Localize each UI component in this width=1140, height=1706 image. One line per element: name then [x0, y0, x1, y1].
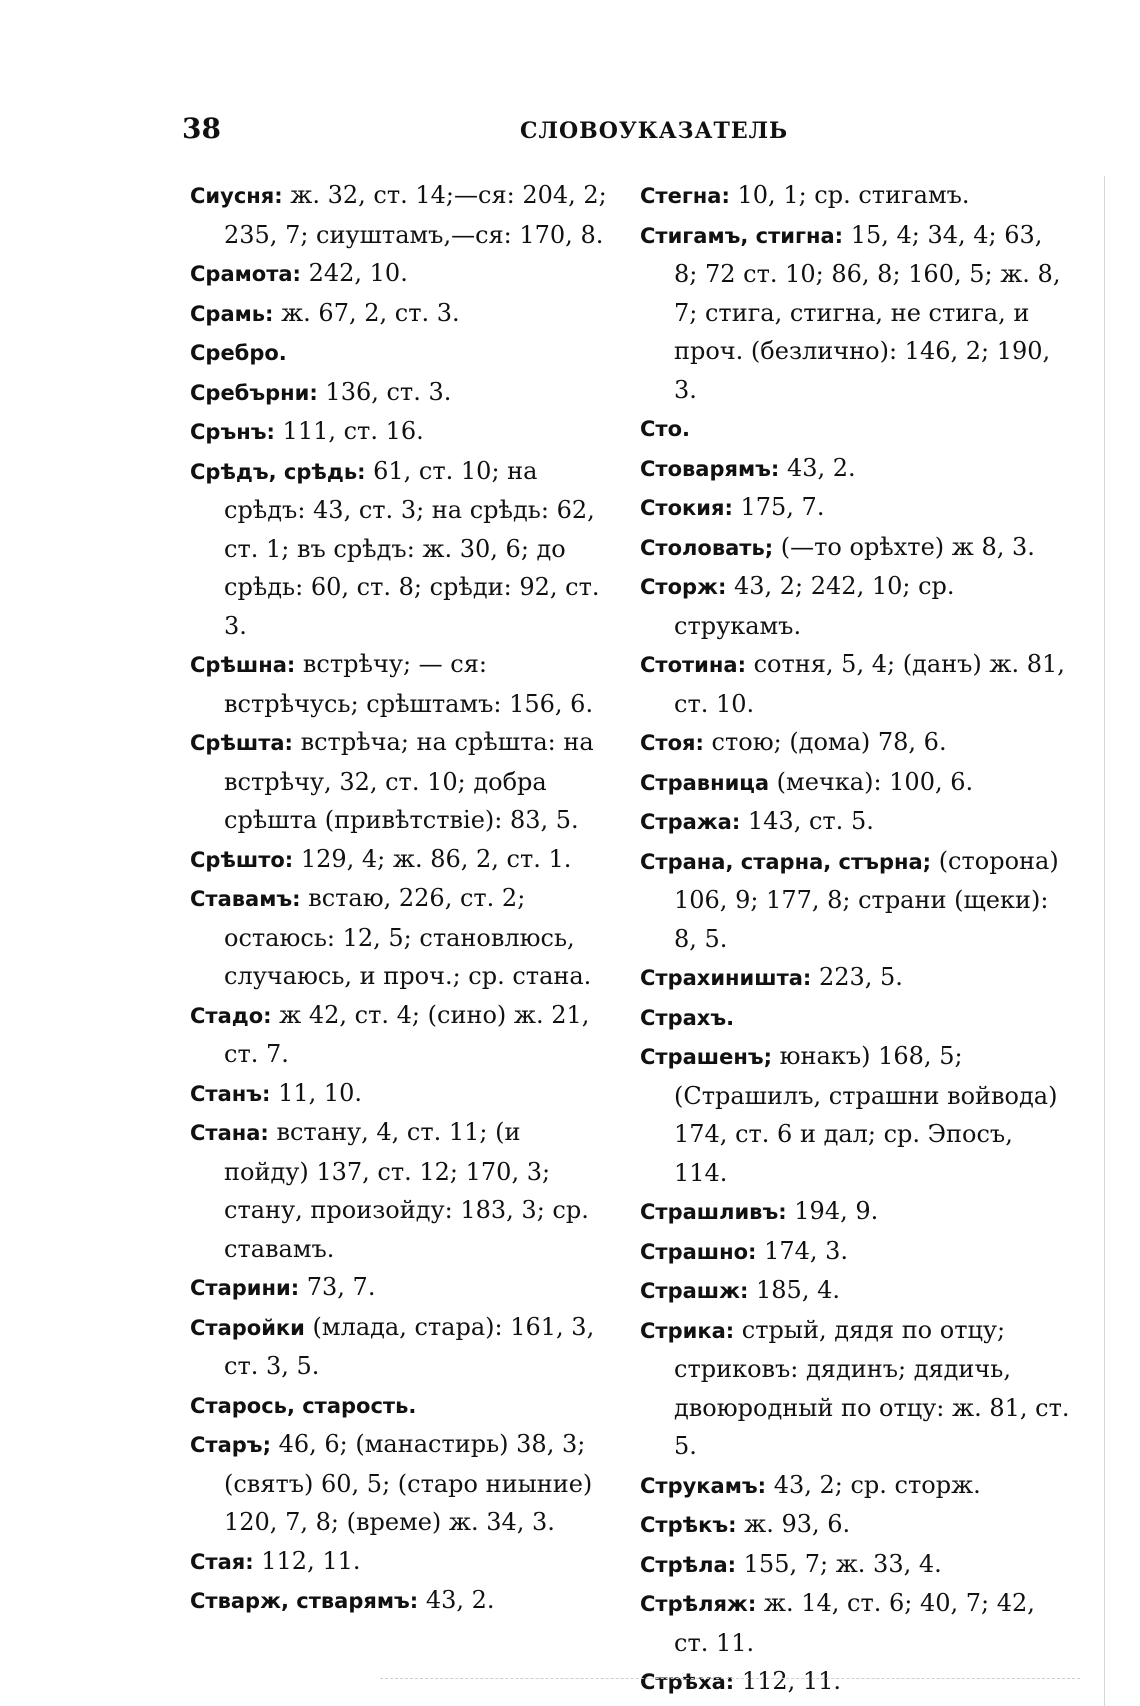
index-entry: [190, 333, 610, 373]
index-entry: [190, 1113, 610, 1268]
index-entry: [190, 294, 610, 334]
entry-headword: Стрѣляж:: [640, 1592, 757, 1616]
index-entry: [640, 176, 1070, 216]
entry-headword: Стража:: [640, 810, 741, 834]
index-entry: [190, 1386, 610, 1426]
index-entry: [640, 958, 1070, 998]
entry-headword: Стая:: [190, 1549, 254, 1574]
entry-references: встрѣчу; — ся: встрѣчусь; срѣштамъ: 156, 6.: [224, 650, 594, 718]
left-column: [190, 176, 610, 1621]
entry-references: 11, 10.: [270, 1078, 363, 1107]
entry-references: 10, 1; ср. стигамъ.: [729, 181, 970, 209]
index-entry: [640, 1662, 1070, 1702]
index-entry: [640, 1037, 1070, 1192]
entry-headword: Сторж:: [640, 575, 727, 599]
entry-references: встану, 4, ст. 11; (и пойду) 137, ст. 12; 170, 3; стану, произойду: 183, 3; ср. ставамъ.: [224, 1118, 589, 1263]
entry-references: 43, 2; 242, 10; ср. струкамъ.: [674, 572, 955, 640]
page-number: 38: [182, 112, 221, 145]
entry-headword: Страшно:: [640, 1239, 757, 1264]
entry-references: 223, 5.: [811, 963, 903, 991]
entry-headword: Стварж, стварямъ:: [190, 1589, 419, 1613]
index-entry: [640, 645, 1070, 723]
entry-headword: Старини:: [190, 1276, 300, 1300]
index-entry: [640, 1545, 1070, 1585]
index-entry: [190, 996, 610, 1074]
index-entry: [640, 1271, 1070, 1311]
entry-headword: Страшенъ;: [640, 1045, 773, 1069]
entry-headword: Старось, старость.: [190, 1393, 417, 1418]
entry-headword: Стрика:: [640, 1318, 735, 1343]
entry-headword: Ставамъ:: [190, 887, 301, 911]
entry-headword: Станъ:: [190, 1081, 271, 1106]
index-entry: [190, 1542, 610, 1582]
entry-references: (сторона) 106, 9; 177, 8; страни (щеки): 8, 5.: [674, 846, 1059, 953]
entry-headword: Старъ;: [190, 1433, 271, 1457]
entry-headword: Срѣшна:: [190, 653, 296, 677]
index-entry: [640, 1232, 1070, 1272]
index-entry: [190, 412, 610, 452]
entry-references: ж. 67, 2, ст. 3.: [273, 298, 460, 327]
entry-references: 15, 4; 34, 4; 63, 8; 72 ст. 10; 86, 8; 160, 5; ж. 8, 7; стига, стигна, не стига, и проч. (безлично): 146, 2; 190, 3.: [674, 220, 1061, 404]
entry-references: 136, ст. 3.: [317, 377, 452, 406]
entry-references: юнакъ) 168, 5; (Страшилъ, страшни войвода) 174, ст. 6 и дал; ср. Эпосъ, 114.: [674, 1042, 1058, 1187]
entry-headword: Стоя:: [640, 731, 704, 755]
index-entry: [190, 1308, 610, 1386]
index-entry: [640, 723, 1070, 763]
index-entry: [640, 1505, 1070, 1545]
index-entry: [190, 176, 610, 254]
scan-bottom-marks: [380, 1678, 1080, 1681]
entry-references: ж 42, ст. 4; (сино) ж. 21, ст. 7.: [224, 1000, 590, 1068]
entry-references: встаю, 226, ст. 2; остаюсь: 12, 5; становлюсь, случаюсь, и проч.; ср. стана.: [224, 884, 592, 990]
entry-headword: Сиусня:: [190, 184, 283, 208]
entry-headword: Сребро.: [190, 341, 287, 365]
entry-references: 174, 3.: [756, 1236, 849, 1265]
entry-headword: Страхъ.: [640, 1005, 735, 1030]
entry-references: встрѣча; на срѣшта: на встрѣчу, 32, ст. 10; добра срѣшта (привѣтствіе): 83, 5.: [224, 728, 594, 834]
entry-headword: Срамота:: [190, 262, 301, 286]
index-entry: [640, 1584, 1070, 1662]
entry-headword: Столовать;: [640, 535, 774, 560]
entry-headword: Сребърни:: [190, 380, 318, 405]
entry-headword: Стегна:: [640, 184, 730, 208]
entry-references: 46, 6; (манастирь) 38, 3; (святъ) 60, 5; (старо ниыние) 120, 7, 8; (време) ж. 34, 3.: [224, 1430, 593, 1536]
entry-references: сотня, 5, 4; (данъ) ж. 81, ст. 10.: [674, 650, 1065, 718]
index-entry: [190, 1074, 610, 1114]
entry-headword: Страна, старна, стърна;: [640, 849, 932, 874]
index-entry: [640, 802, 1070, 842]
entry-headword: Стана:: [190, 1121, 269, 1145]
entry-headword: Срамь:: [190, 301, 274, 326]
entry-headword: Стокия:: [640, 496, 733, 520]
entry-references: 112, 11.: [253, 1546, 361, 1575]
index-entry: [190, 1268, 610, 1308]
index-entry: [640, 763, 1070, 803]
entry-headword: Страшж:: [640, 1279, 749, 1303]
entry-references: 129, 4; ж. 86, 2, ст. 1.: [293, 844, 572, 873]
entry-headword: Стравница: [640, 770, 770, 795]
right-column: [640, 176, 1070, 1702]
entry-references: стрый, дядя по отцу; стриковъ: дядинъ; дядичь, двоюродный по отцу: ж. 81, ст. 5.: [674, 1315, 1070, 1460]
entry-headword: Стоварямъ:: [640, 456, 780, 481]
entry-references: 111, ст. 16.: [274, 417, 424, 445]
entry-references: ж. 32, ст. 14;—ся: 204, 2; 235, 7; сиуштамъ,—ся: 170, 8.: [224, 181, 607, 249]
entry-headword: Стрѣкъ:: [640, 1513, 737, 1537]
index-entry: [190, 1581, 610, 1621]
entry-headword: Стрѣха:: [640, 1670, 735, 1694]
entry-references: ж. 14, ст. 6; 40, 7; 42, ст. 11.: [674, 1589, 1035, 1657]
entry-references: 175, 7.: [732, 493, 825, 521]
entry-references: (мечка): 100, 6.: [769, 767, 974, 796]
entry-references: 143, ст. 5.: [740, 807, 874, 835]
entry-headword: Стадо:: [190, 1003, 272, 1028]
index-entry: [190, 1425, 610, 1542]
entry-references: (млада, стара): 161, 3, ст. 3, 5.: [224, 1312, 595, 1380]
entry-headword: Сто.: [640, 417, 690, 441]
index-entry: [190, 645, 610, 723]
entry-references: 155, 7; ж. 33, 4.: [736, 1549, 942, 1578]
index-entry: [640, 449, 1070, 489]
running-head: СЛОВОУКАЗАТЕЛЬ: [520, 118, 789, 144]
entry-headword: Старойки: [190, 1315, 305, 1340]
index-entry: [190, 373, 610, 413]
entry-references: 194, 9.: [786, 1197, 879, 1225]
entry-references: 73, 7.: [299, 1273, 376, 1301]
entry-references: 43, 2; ср. сторж.: [766, 1470, 981, 1499]
entry-headword: Струкамъ:: [640, 1473, 767, 1498]
entry-references: (—то орѣхте) ж 8, 3.: [773, 532, 1035, 561]
entry-references: ж. 93, 6.: [736, 1510, 851, 1538]
index-entry: [640, 998, 1070, 1038]
entry-headword: Страшливъ:: [640, 1200, 787, 1224]
entry-references: 112, 11.: [734, 1667, 842, 1695]
entry-headword: Срѣдъ, срѣдь:: [190, 459, 366, 484]
index-entry: [640, 1192, 1070, 1232]
index-entry: [640, 567, 1070, 645]
index-entry: [190, 723, 610, 840]
entry-references: 43, 2.: [418, 1586, 495, 1614]
entry-headword: Срънъ:: [190, 420, 275, 444]
index-entry: [640, 528, 1070, 568]
index-entry: [640, 1466, 1070, 1506]
index-entry: [640, 488, 1070, 528]
entry-references: стою; (дома) 78, 6.: [703, 728, 947, 756]
index-entry: [640, 409, 1070, 449]
entry-references: 61, ст. 10; на срѣдъ: 43, ст. 3; на срѣдь: 62, ст. 1; въ срѣдъ: ж. 30, 6; до срѣдь: 60, ст. 8; срѣди: 92, ст. 3.: [224, 456, 600, 640]
entry-references: 185, 4.: [748, 1276, 840, 1304]
entry-references: 43, 2.: [779, 453, 856, 482]
index-entry: [190, 879, 610, 996]
index-entry: [190, 254, 610, 294]
index-entry: [640, 216, 1070, 410]
index-entry: [190, 452, 610, 646]
scan-edge-line: [1104, 176, 1105, 1706]
entry-headword: Срѣшто:: [190, 847, 294, 872]
entry-references: 242, 10.: [300, 259, 408, 287]
entry-headword: Срѣшта:: [190, 731, 293, 755]
entry-headword: Страхиништа:: [640, 966, 812, 990]
index-entry: [190, 840, 610, 880]
entry-headword: Стрѣла:: [640, 1552, 737, 1577]
index-entry: [640, 842, 1070, 959]
index-entry: [640, 1311, 1070, 1466]
entry-headword: Стигамъ, стигна:: [640, 223, 844, 248]
entry-headword: Стотина:: [640, 653, 746, 677]
